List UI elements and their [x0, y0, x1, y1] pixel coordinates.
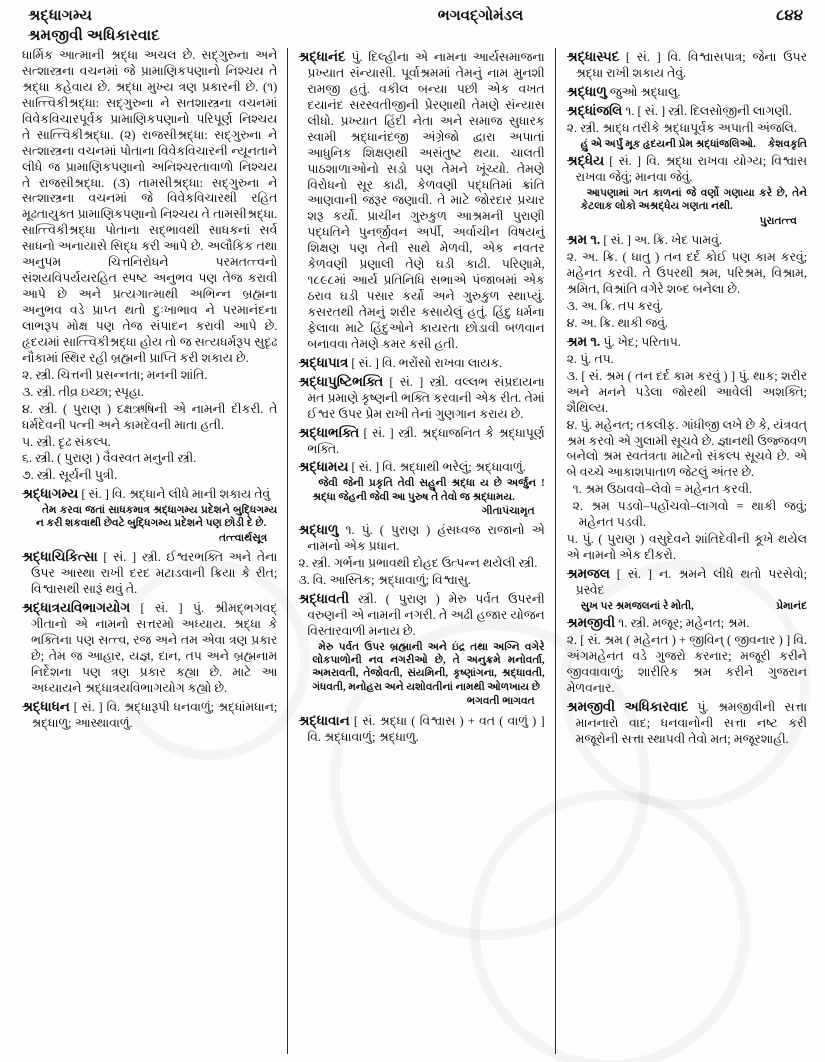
entry-definition: [ સં. ] વિ. વિશ્વાસપાત્ર; જેના ઉપર શ્રદ્ધા રાખી શકાય તેવું. [575, 50, 808, 80]
entry-definition: [ સં. ] વિ. શ્રદ્ધાને લીધે માની શકાય તેવું [78, 487, 271, 502]
entry-sense: ૭. સ્ત્રી. સૂર્યની પુત્રી. [22, 468, 118, 483]
dictionary-entry [567, 565, 807, 599]
entry-headword: શ્રદ્ધાળુ [298, 522, 339, 538]
entry-definition: પું. દિલ્હીના એ નામના આર્યસમાજના પ્રખ્યાત સંન્યાસી. પૂર્વાશ્રમમાં તેમનું નામ મુનશી રામજી હતું. વકીલ બન્યા પછી એક વખત દયાનંદ સરસ્વતીજીની પ્રેરણાથી તેમણે સંન્યાસ લીધો. પ્રખ્યાત હિંદી નેતા અને સમાજ સુધારક સ્વામી શ્રદ્ધાનંદજી અંગ્રેજો દ્વારા અપાતાં આધુનિક શિક્ષણથી અસંતુષ્ટ થયા. ચાલતી પાઠશાળાઓનો સડો પણ તેમને ખૂંચ્યો. તેમણે વિરોધનો સૂર કાઢી, કેળવણી પદ્ધતિમાં ક્રાંતિ આણવાની જરૂર જણાવી. તે માટે જોરદાર પ્રચાર શરૂ કર્યો. પ્રાચીન ગુરુકુળ આશ્રમની પુરાણી પદ્ધતિને પુનર્જીવન અર્પી, અર્વાચીન વિષયનું શિક્ષણ પણ તેની સાથે મેળવી, એક નવતર કેળવણી પ્રણાલી તેણે ઘડી કાઢી. પરિણામે, ૧૮૯૮માં આર્ય પ્રતિનિધિ સભાએ પંજાબમાં એક ઠરાવ ઘડી પસાર કર્યો અને ગુરુકુળ સ્થાપ્યું. કસરતથી તેમનું શરીર કસાયેલું હતું. હિંદુ ધર્મના ફેલાવા માટે હિંદુઓને કાયરતા છોડાવી બળવાન બનાવવા તેમણે કમર કસી હતી. [307, 50, 545, 351]
entry-definition: જુઓ શ્રદ્ધાલુ. [606, 84, 681, 99]
column-1 [22, 48, 287, 1054]
dictionary-entry [22, 599, 277, 697]
dictionary-entry [567, 152, 807, 186]
entry-definition: ૧. સ્ત્રી. મજૂર; મહેનત; શ્રમ. [615, 616, 750, 631]
dictionary-entry [298, 48, 544, 353]
quotation-text: સુખ પર શ્રમજલનાં રે મોતી, [580, 600, 694, 612]
entry-definition: [ સં. ] વિ. શ્રદ્ધારૂપી ધનવાળું; શ્રદ્ધાંમધાન; શ્રદ્ધાળુ; આસ્થાવાળું. [31, 699, 278, 730]
entry-definition: [ સં. ] સ્ત્રી. શ્રદ્ધાજનિત કે શ્રદ્ધાપૂર્ણ ભક્તિ. [307, 425, 545, 456]
entry-headword: શ્રદ્ધાપુષ્ટિભક્તિ [298, 373, 384, 389]
dictionary-entry [298, 373, 544, 423]
entry-sense: ૬. સ્ત્રી. ( પુરાણ ) વૈવસ્વત મનુની સ્ત્રી. [22, 451, 197, 466]
dictionary-entry [298, 521, 544, 555]
column-2 [287, 48, 554, 1054]
entry-headword: શ્રમજલ [566, 566, 610, 581]
entry-definition: ૧. [ સં. ] સ્ત્રી. દિલસોજીની લાગણી. [622, 103, 792, 118]
entry-definition: પું. શ્રમજીવીની સત્તા માનનારો વાદ; ધનવાનોની સત્તા નષ્ટ કરી મજૂરોની સત્તા સ્થાપવી તેવો મત; મજૂરશાહી. [575, 700, 808, 747]
entry-definition: [ સં. ] વિ. શ્રદ્ધાથી ભરેલું; શ્રદ્ધાવાળું. [348, 460, 526, 475]
entry-quotation-with-citation [567, 138, 807, 152]
entry-sense: ૩. વિ. આસ્તિક; શ્રદ્ધાવાળું; વિશ્વાસુ. [298, 573, 471, 588]
entry-sense: ૨. અ. ક્રિ. ( ધાતુ ) તન દર્દ કોઈ પણ કામ કરવું; મહેનત કરવી. તે ઉપરથી શ્રમ, પરિશ્રમ, વિશ્રામ, શ્રમિત, વિશ્રાંતિ વગેરે શબ્દ બનેલા છે. [566, 250, 808, 297]
quotation-source: પ્રેમાનંદ [776, 600, 808, 612]
entry-sense: ૨. [ સં. શ્રમ ( મહેનત ) + જીવિન્ ( જીવનાર ) ] વિ. અંગમહેનત વડે ગુજરો કરનાર; મજૂરી કરીને જીવવાવાળું; શારીરિક શ્રમ કરીને ગુજરાન મેળવનાર. [566, 633, 808, 696]
dictionary-entry [22, 548, 277, 598]
dictionary-entry [567, 333, 807, 351]
entry-headword: શ્રમજીવી [566, 615, 616, 631]
entry-quotation: તેમ કરવા જતાં સાધકમાત્ર શ્રદ્ધાગમ્ય પ્રદેશને બુદ્ધિગમ્ય ન કરી શકવાથી છેવટે બુદ્ધિગમ્ય પ્રદેશને પણ છોડી દે છે. [36, 505, 278, 530]
book-title: ભગવદ્ગોમંડલ [437, 8, 524, 24]
dictionary-entry [22, 698, 277, 732]
guide-word-first: શ્રદ્ધાગમ્ય [28, 8, 93, 24]
dictionary-entry [567, 48, 807, 82]
entry-headword: શ્રદ્ધાચિકિત્સા [22, 549, 98, 565]
page-number: ૮૪૪ [776, 8, 803, 24]
entry-quotation: આપણામાં ગત કાળનાં જે વર્ણો ગણાયા કરે છે, તેને કેટલાક લોકો અશ્રદ્ધેય ગણતા નથી. [580, 188, 808, 213]
entry-sense: ૨. સ્ત્રી. ચિત્તની પ્રસન્નતા; મનની શાંતિ. [22, 367, 208, 382]
dictionary-entry [567, 614, 807, 632]
entry-headword: શ્રદ્ધાધન [22, 698, 70, 714]
entry-sense: ૩. અ. ક્રિ. તપ કરવું. [566, 299, 664, 313]
entry-definition: [ સં. ] અ. ક્રિ. ખેદ પામવું. [600, 233, 722, 248]
entry-sense: ધાર્મિક આત્માની શ્રદ્ધા અચલ છે. સદ્ગુરુના અને સત્શાસ્ત્રના વચનમાં જે પ્રામાણિકપણાનો નિશ્ચય તે શ્રદ્ધા કહેવાય છે. શ્રદ્ધા મુખ્ય ત્રણ પ્રકારની છે. (૧) સાત્ત્વિકીશ્રદ્ધા: સદ્ગુરુના ને સતશાસ્ત્રના વચનમાં વિવેકવિચારપૂર્વક પ્રામાણિકપણાનો પરિપૂર્ણ નિશ્ચય તે સાત્ત્વિકીશ્રદ્ધા. (૨) રાજસીશ્રદ્ધા: સદ્ગુરુના ને સત્શાસ્ત્રના વચનમાં પોતાના વિવેકવિચારની ન્યૂનતાને લીધે જ પ્રામાણિકપણાનો અનિશ્ચરતાવાળો નિશ્ચય તે રાજસીશ્રદ્ધા. (૩) તામસીશ્રદ્ધા: સદ્ગુરુના ને સત્શાસ્ત્રના વચનમાં જે વિવેકવિચારથી રહિત મૂઢતાયુક્ત પ્રામાણિકપણાનો નિશ્ચય તે તામસીશ્રદ્ધા. સાત્ત્વિકીશ્રદ્ધા પોતાના સદ્ભાવથી સાધકનાં સર્વ સાધનો અનાયાસે સિદ્ધ કરી આપે છે. અલૌકિક તથા અનુપમ ચિત્તનિરોધને પરમતત્ત્વનો સંશયવિપર્યયરહિત સ્પષ્ટ અનુભવ પણ તેજ કરાવી આપે છે અને પ્રત્યગાત્માથી અભિન્ન બ્રહ્મના અનુભવ વડે પ્રાપ્ત થતો દુઃખાભાવ ને પરમાનંદના લાભરૂપ મોક્ષ પણ તેજ સંપાદન કરાવી આપે છે. હૃદયમાં સાત્ત્વિકીશ્રદ્ધા હોય તો જ સત્યધર્મરૂપ સુદૃઢ નૌકામાં સ્થિર રહી બ્રહ્મની પ્રાપ્તિ કરી શકાય છે. [22, 48, 278, 365]
dictionary-entry [567, 102, 807, 120]
entry-headword: શ્રમ ૧. [566, 232, 601, 248]
dictionary-entry [298, 458, 544, 476]
dictionary-entry [298, 354, 544, 372]
dictionary-entry [22, 485, 277, 503]
entry-sense: ૨. સ્ત્રી. ગર્ભના પ્રભાવથી દોહદ ઉત્પન્ન થયેલી સ્ત્રી. [298, 556, 538, 571]
entry-sense: ૪. પું. મહેનત; તકલીફ. ગાંધીજી લખે છે કે, યંત્રવત્ શ્રમ કરવો એ ગુલામી સૂચવે છે. જ્ઞાનથી ઉજ્જવળ બનેલો શ્રમ સ્વતંત્રતા માટેનો સંકલ્પ સૂચવે છે. એ બે વચ્ચે આકાશપાતાળ જેટલું અંતર છે. [566, 417, 808, 480]
entry-headword: શ્રદ્ધાળુ [566, 83, 607, 99]
entry-subsense: ૨. શ્રમ પડવો–પહોંચવો–લાગવો = થાકી જવું; મહેનત પડવી. [572, 499, 808, 530]
quotation-source: તત્ત્વાર્થસૂત્ર [219, 532, 268, 544]
entry-definition: [ સં. ] વિ. ભરોંસો રાખવા લાયક. [348, 355, 503, 370]
entry-headword: શ્રદ્ધાત્રયવિભાગયોગ [22, 600, 131, 616]
header-left-guidewords [28, 6, 268, 47]
dictionary-entry [298, 712, 544, 746]
entry-headword: શ્રદ્ધામય [298, 459, 349, 475]
entry-sense: ૫. પું. ( પુરાણ ) વસુદેવને શાંતિદેવીની કૂખે થયેલ એ નામનો એક દીકરો. [566, 532, 808, 563]
entry-headword: શ્રદ્ધાંજલિ [566, 102, 623, 118]
entry-headword: શ્રદ્ધાસ્પદ [566, 49, 620, 64]
entry-headword: શ્રમજીવી અધિકારવાદ [566, 699, 689, 715]
dictionary-entry [567, 698, 807, 748]
dictionary-entry [298, 424, 544, 458]
quotation-source: પુરાતત્ત્વ [759, 215, 798, 227]
entry-definition: પું. ખેદ; પરિતાપ. [600, 334, 681, 349]
entry-quotation-with-citation [567, 600, 807, 614]
quotation-source: ગીતાપંચામૃત [481, 505, 535, 517]
dictionary-entry [567, 83, 807, 101]
entry-headword: શ્રદ્ધાવાન [298, 712, 350, 728]
entry-sense: ૩. સ્ત્રી. તીવ્ર ઇચ્છા; સ્પૃહા. [22, 384, 144, 399]
entry-sense: ૨. પું. તપ. [566, 351, 614, 366]
entry-subsense: ૧. શ્રમ ઉઠાવવો–લેવો = મહેનત કરવી. [572, 482, 753, 497]
entry-headword: શ્રદ્ધેય [566, 153, 605, 169]
quotation-source: ભગવતી ભાગવત [466, 695, 535, 707]
entry-sense: ૫. સ્ત્રી. દૃઢ સંકલ્પ. [22, 434, 111, 449]
page-header [28, 6, 803, 50]
entry-headword: શ્રદ્ધાનંદ [298, 49, 346, 64]
entry-headword: શ્રદ્ધાભક્તિ [298, 424, 360, 440]
guide-word-last: શ્રમજીવી અધિકારવાદ [28, 28, 160, 45]
entry-definition: [ સં. શ્રદ્ધા ( વિશ્વાસ ) + વત ( વાળું ) ] વિ. શ્રદ્ધાવાળું; શ્રદ્ધાળુ. [307, 713, 545, 744]
quotation-text: હું એ અર્પું મૂક હૃદયની પ્રેમ શ્રદ્ધાંજલિઓ. [580, 138, 756, 150]
column-3 [555, 48, 807, 1054]
entry-quotation: જેવી જેની પ્રકૃતિ તેવી સહુની શ્રદ્ધા ય છે અર્જુન ! શ્રદ્ધા જેહની જેવી આ પુરુષ તે તેવો જ શ્રદ્ધામય. [312, 478, 545, 503]
entry-sense: ૨. સ્ત્રી. શ્રાદ્ધ તરીકે શ્રદ્ધાપૂર્વક અપાતી અંજલિ. [566, 120, 797, 135]
text-columns [22, 48, 807, 1054]
entry-definition: ૧. પું. ( પુરાણ ) હંસધ્વજ રાજાનો એ નામનો એક પ્રધાન. [307, 523, 545, 554]
entry-sense: ૪. અ. ક્રિ. થાકી જવું. [566, 315, 669, 330]
dictionary-entry [298, 590, 544, 640]
entry-headword: શ્રદ્ધાગમ્ય [22, 486, 79, 502]
entry-definition: [ સં. ] વિ. શ્રદ્ધા રાખવા યોગ્ય; વિશ્વાસ રાખવા જેવું; માનવા જેવું. [575, 154, 808, 185]
quotation-source: કેશવકૃતિ [767, 138, 808, 150]
entry-quotation: મેરુ પર્વત ઉપર બ્રહ્માની અને ઇંદ્ર તથા અગ્નિ વગેરે લોકપાળોની નવ નગરીઓ છે, તે અનુક્રમે મનોવર્તા, અમરાવતી, તેજોવતી, સંયમિની, કૃષ્ણાંગના, શ્રદ્ધાવતી, ગંધવતી, મનોહરા અને યશોવતીનાં નામથી ઓળખાય છે [312, 642, 545, 693]
entry-sense: ૩. [ સં. શ્રમ ( તન દર્દ કામ કરવું ) ] પું. થાક; શરીર અને મનને પડેલા જોરથી આવેલી અશક્તિ; શૈથિલ્ય. [566, 368, 808, 415]
entry-headword: શ્રદ્ધાવતી [298, 591, 350, 607]
entry-definition: [ સં. ] ન. શ્રમને લીધે થતો પરસેવો; પ્રસ્વેદ [575, 567, 808, 597]
entry-definition: [ સં. ] પું. શ્રીમદ્ભગવદ્ ગીતાનો એ નામનો સત્તરમો અધ્યાય. શ્રદ્ધા કે ભક્તિના પણ સત્ત્વ, રજ અને તમ એવા ત્રણ પ્રકાર છે; તેમ જ આહાર, યજ્ઞ, દાન, તપ અને બ્રહ્મનામ નિર્દેશના પણ ત્રણ પ્રકાર કહ્યા છે. માટે આ અધ્યાયને શ્રદ્ધાત્રયવિભાગયોગ કહ્યો છે. [31, 601, 278, 695]
entry-headword: શ્રદ્ધાપાત્ર [298, 354, 349, 370]
dictionary-entry [567, 231, 807, 249]
entry-definition: [ સં. ] સ્ત્રી. વલ્લભ સંપ્રદાયના મત પ્રમાણે કૃષ્ણની ભક્તિ કરવાની એક રીત. તેમાં ઈશ્વર ઉપર પ્રેમ રાખી તેનાં ગુણગાન કરાય છે. [307, 374, 545, 421]
entry-headword: શ્રમ ૧. [566, 333, 601, 349]
entry-sense: ૪. સ્ત્રી. ( પુરાણ ) દક્ષઋષિની એ નામની દીકરી. તે ધર્મદેવની પત્ની અને કામદેવની માતા હતી. [22, 401, 278, 432]
entry-definition: [ સં. ] સ્ત્રી. ઈશ્વરભક્તિ અને તેના ઉપર આસ્થા રાખી દરદ મટાડવાની ક્રિયા કે રીત; વિશ્વાસથી સારૂં થવું તે. [31, 550, 278, 597]
entry-definition: સ્ત્રી. ( પુરાણ ) મેરુ પર્વત ઉપરની વરુણની એ નામની નગરી. તે અઢી હજાર યોજન વિસ્તારવાળી મનાય છે. [307, 592, 545, 639]
